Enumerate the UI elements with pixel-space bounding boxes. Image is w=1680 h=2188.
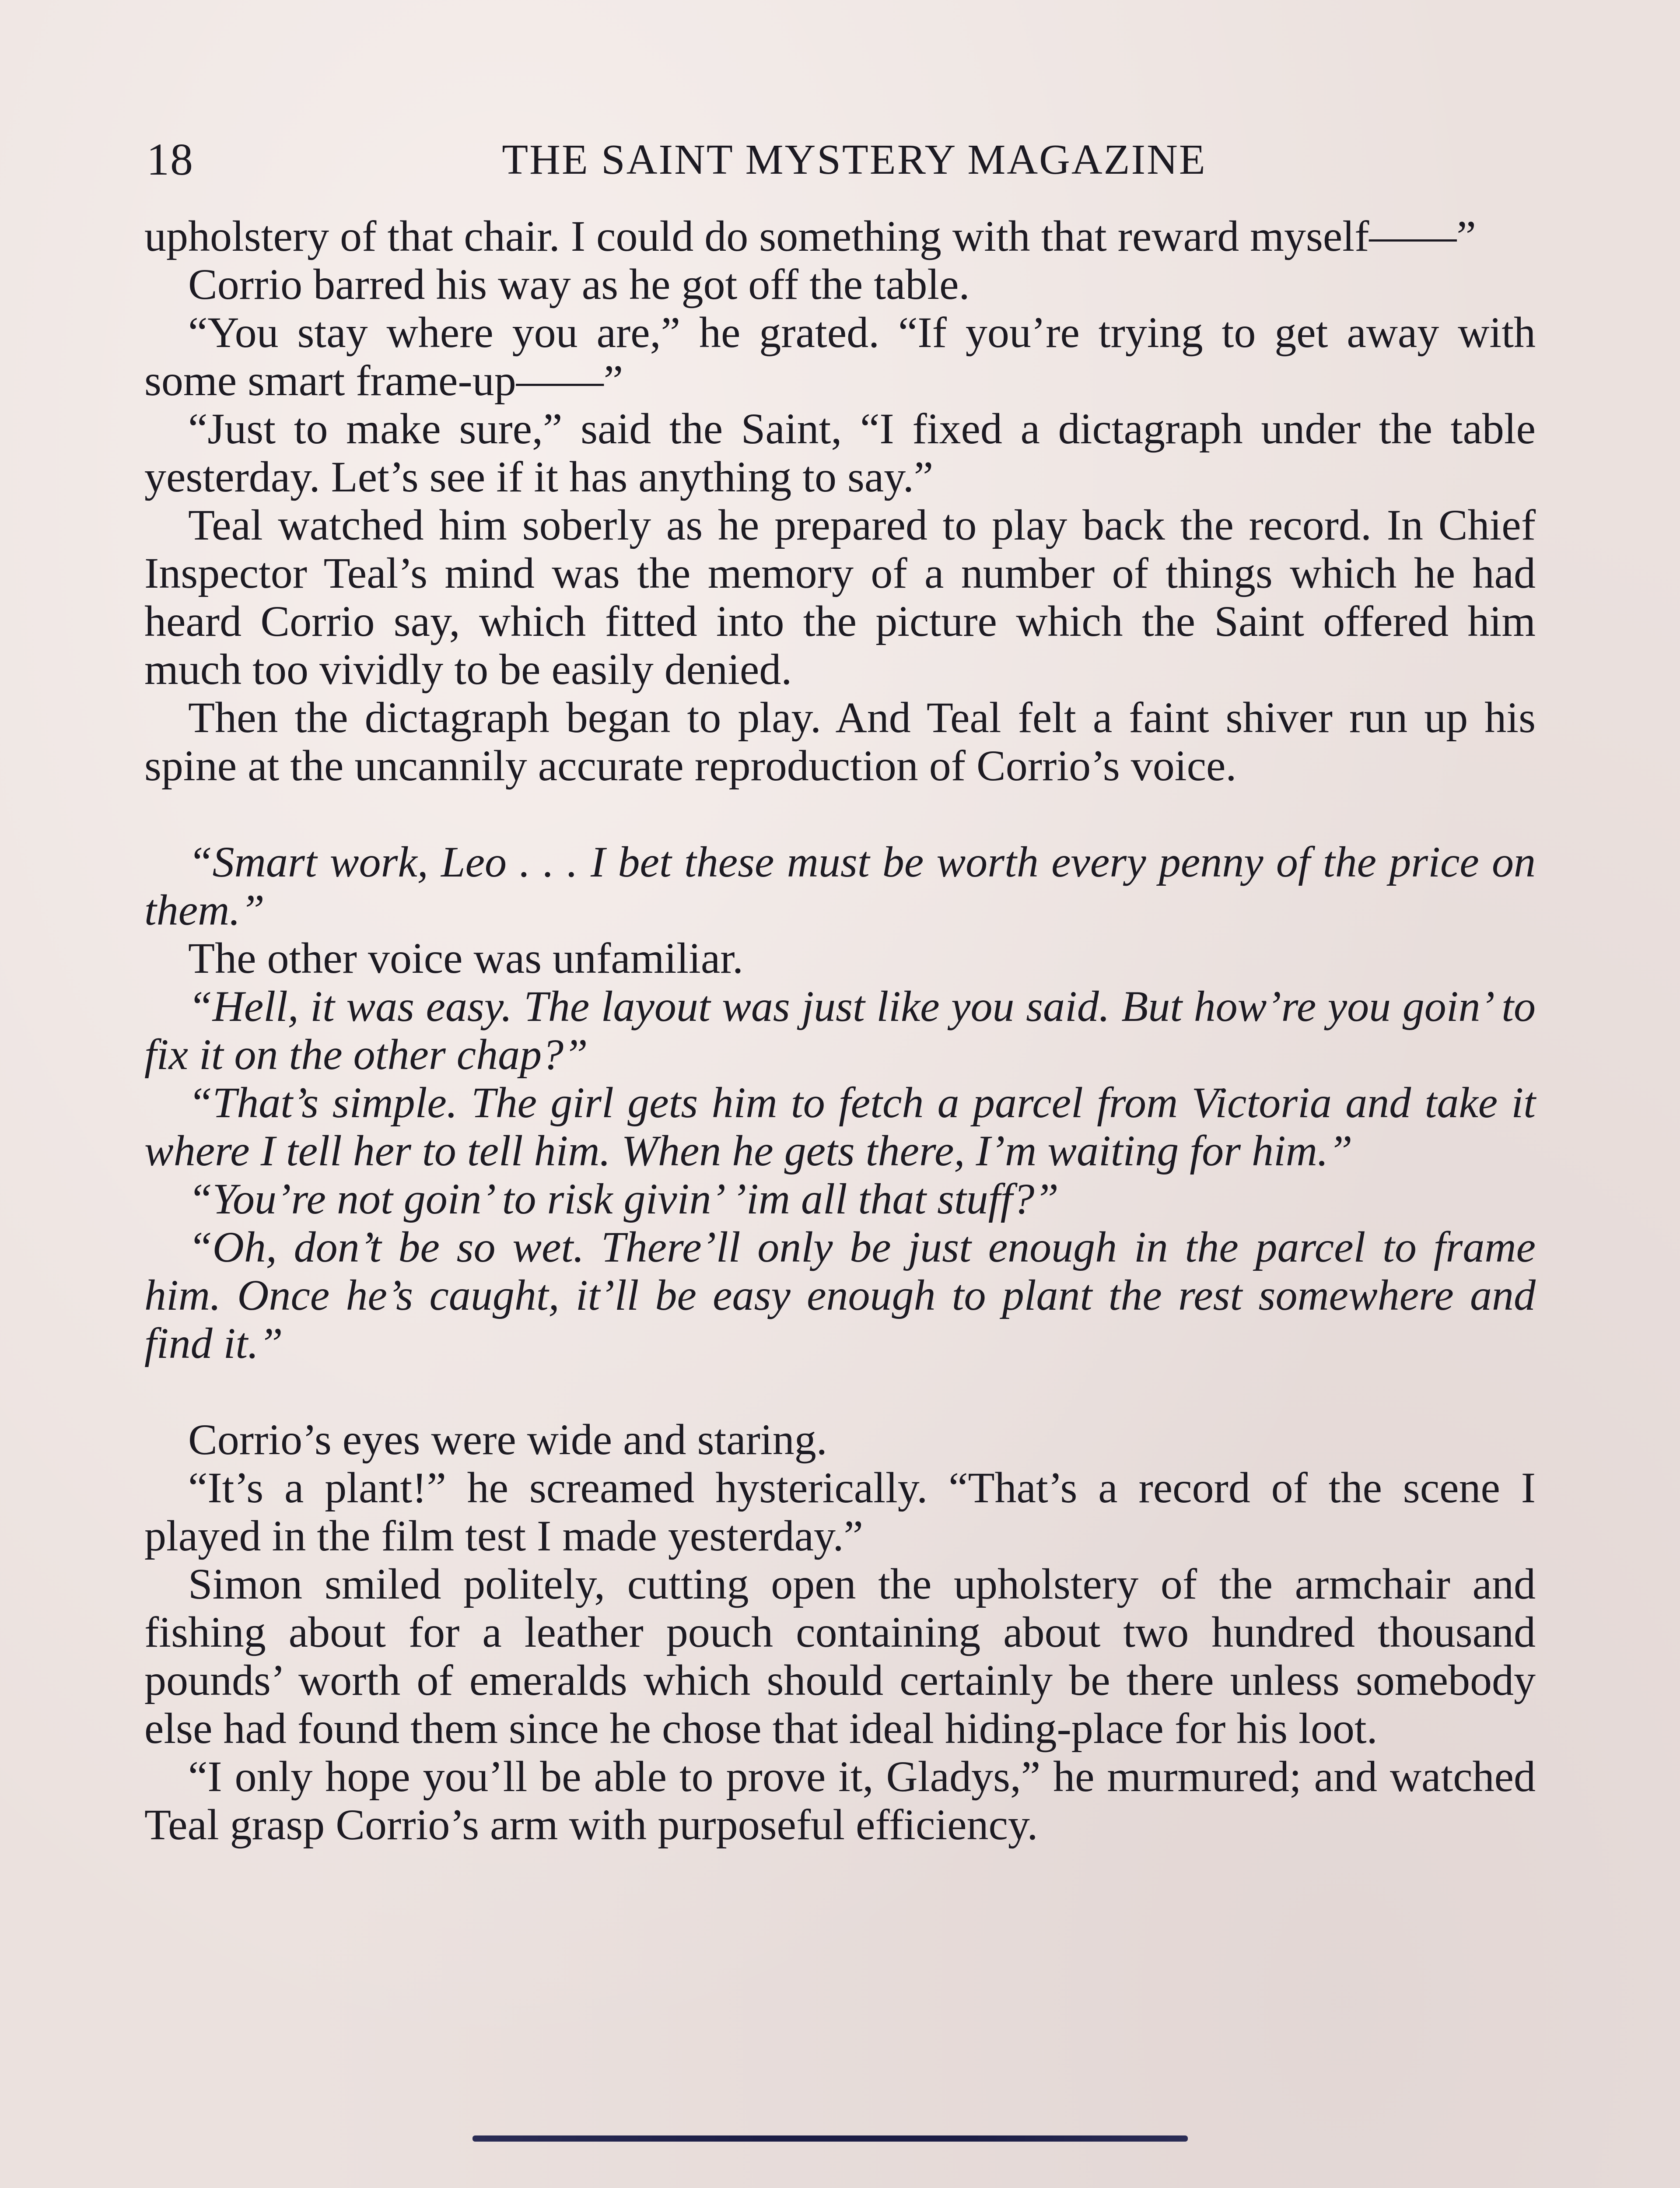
recorded-dialogue: “Oh, don’t be so wet. There’ll only be just enough in the parcel to frame him. Once he’s caught, it’ll be easy enough to plant the rest somewhere and find it.” (144, 1223, 1536, 1368)
paragraph: “Just to make sure,” said the Saint, “I fixed a dictagraph under the table yesterday. Let’s see if it has anything to say.” (144, 404, 1536, 501)
paragraph: The other voice was unfamiliar. (188, 934, 743, 982)
recorded-dialogue: “You’re not goin’ to risk givin’ ’im all that stuff?” (188, 1175, 1059, 1223)
section-break (144, 1368, 1536, 1416)
end-of-story-rule (472, 2135, 1188, 2142)
paragraph: Simon smiled politely, cutting open the upholstery of the armchair and fishing about for a leather pouch containing about two hundred thousand pounds’ worth of emeralds which should certainly be there unless somebody else had found them since he chose that ideal hiding-place for his loot. (144, 1560, 1536, 1753)
magazine-title: THE SAINT MYSTERY MAGAZINE (502, 136, 1207, 183)
paragraph: Corrio’s eyes were wide and staring. (188, 1415, 827, 1464)
page-number: 18 (147, 134, 194, 185)
recorded-dialogue: “Hell, it was easy. The layout was just like you said. But how’re you goin’ to fix it on the other chap?” (144, 982, 1536, 1079)
recorded-dialogue: “That’s simple. The girl gets him to fetch a parcel from Victoria and take it where I tell her to tell him. When he gets there, I’m waiting for him.” (144, 1078, 1536, 1175)
recorded-dialogue: “Smart work, Leo . . . I bet these must be worth every penny of the price on them.” (144, 838, 1536, 934)
paragraph: Then the dictagraph began to play. And Teal felt a faint shiver run up his spine at the uncannily accurate reproduction of Corrio’s voice. (144, 693, 1536, 790)
paragraph: Teal watched him soberly as he prepared to play back the record. In Chief Inspector Teal’s mind was the memory of a number of things which he had heard Corrio say, which fitted into the picture which the Saint offered him much too vividly to be easily denied. (144, 501, 1536, 694)
section-break (144, 790, 1536, 838)
paragraph: “I only hope you’ll be able to prove it, Gladys,” he murmured; and watched Teal grasp Corrio’s arm with purposeful efficiency. (144, 1752, 1536, 1849)
paragraph: Corrio barred his way as he got off the table. (188, 260, 970, 309)
paragraph: upholstery of that chair. I could do something with that reward myself——” (144, 212, 1476, 260)
paragraph: “It’s a plant!” he screamed hysterically. “That’s a record of the scene I played in the film test I made yesterday.” (144, 1463, 1536, 1560)
paragraph: “You stay where you are,” he grated. “If you’re trying to get away with some smart frame-up——” (144, 308, 1536, 405)
page-header (147, 131, 1538, 188)
story-text (144, 212, 1536, 1849)
